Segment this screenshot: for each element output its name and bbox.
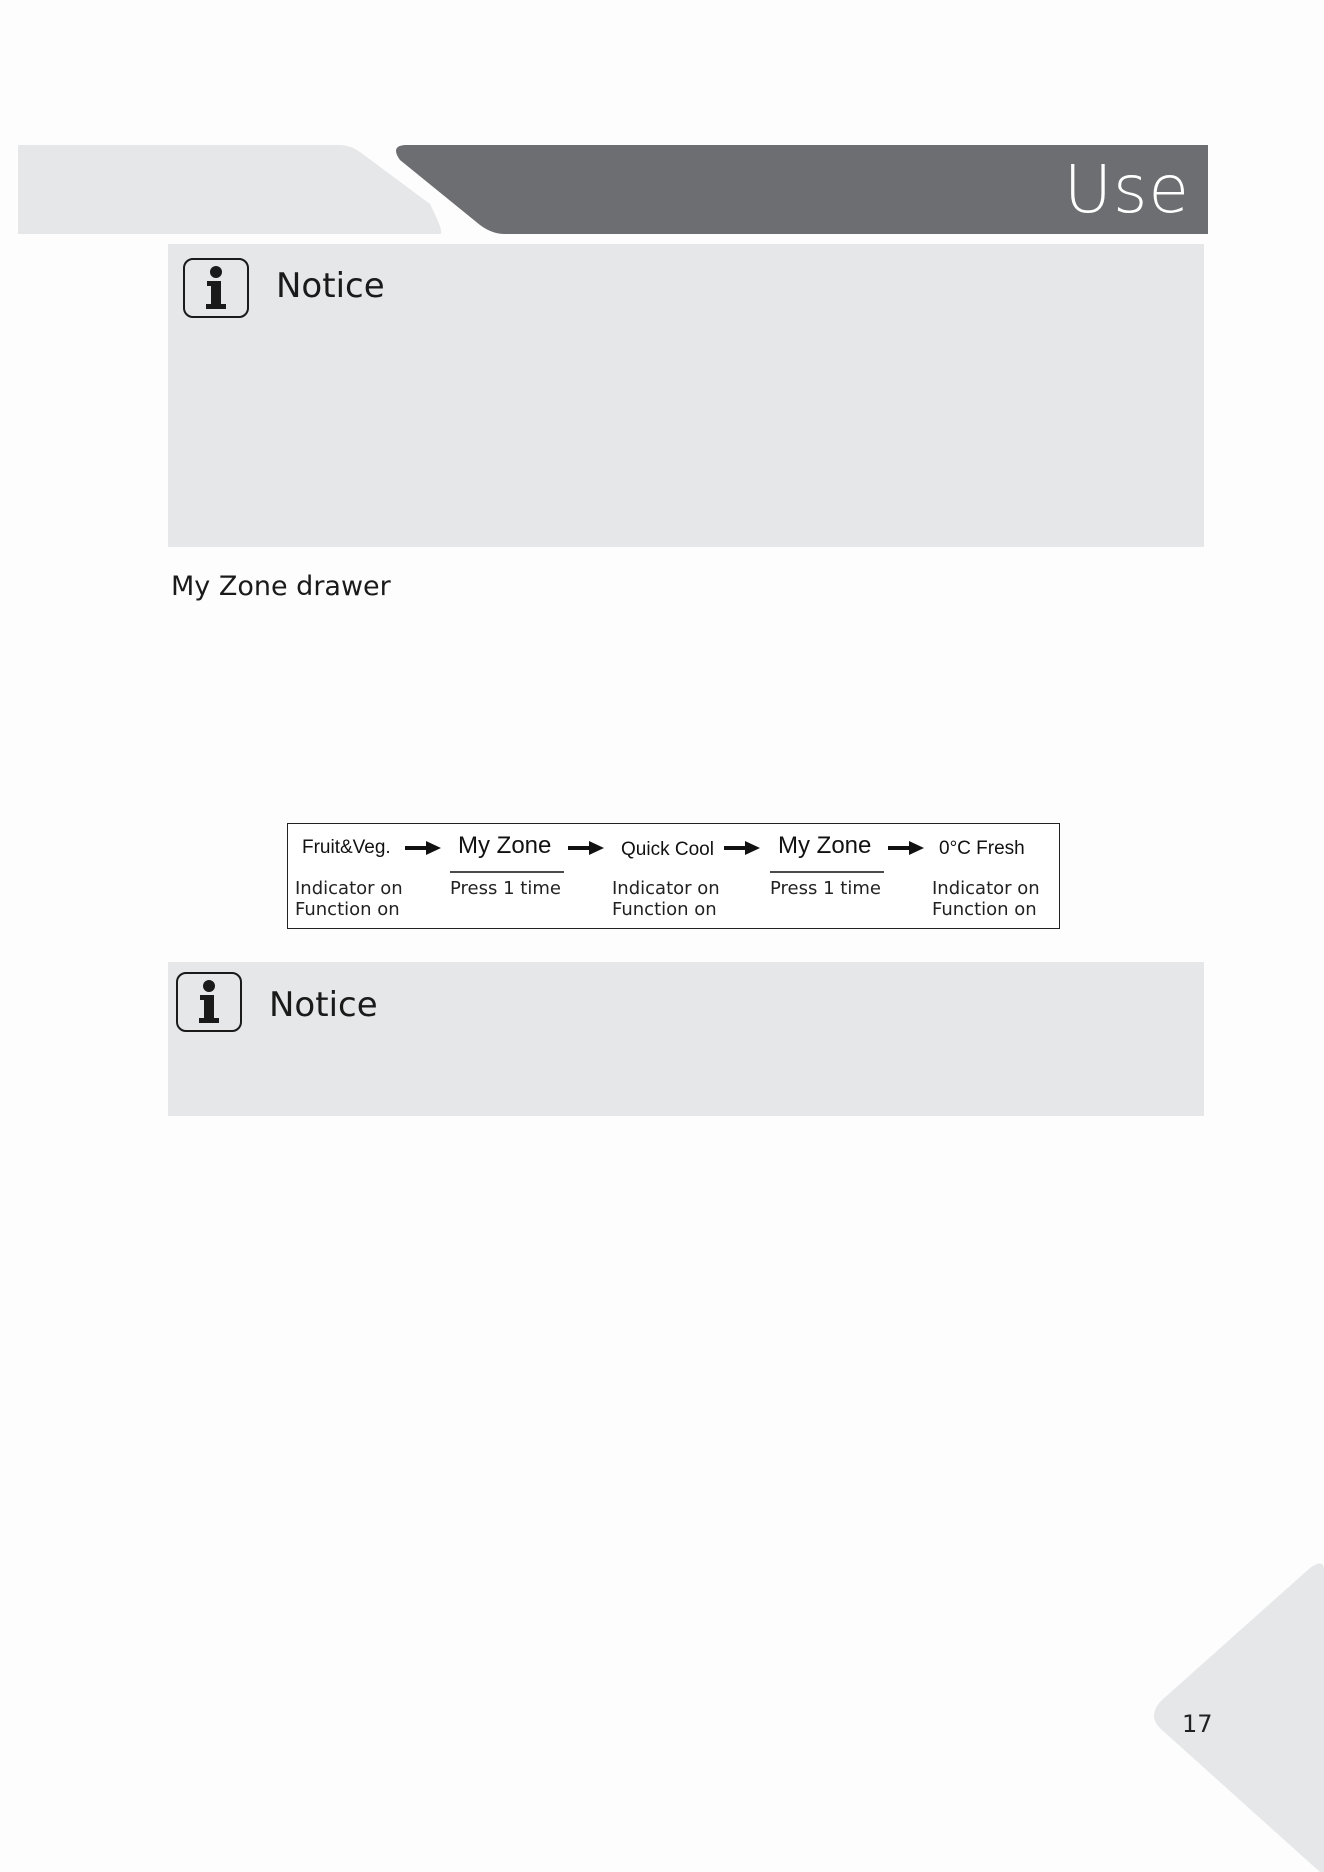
- flow-step-zero-fresh: 0°C Fresh: [939, 838, 1025, 859]
- info-icon: [176, 972, 242, 1032]
- mode-flow-diagram: [287, 823, 1060, 929]
- flow-sub-text: Indicator on: [932, 878, 1040, 899]
- notice-box: [168, 244, 1204, 547]
- flow-step-fruit-veg: Fruit&Veg.: [302, 837, 391, 858]
- flow-sub-text: Press 1 time: [770, 878, 881, 899]
- notice-box: [168, 962, 1204, 1116]
- info-icon: [183, 258, 249, 318]
- flow-sub-text: Indicator on: [295, 878, 403, 899]
- flow-step-my-zone: My Zone: [778, 832, 872, 859]
- notice-title: Notice: [269, 985, 378, 1025]
- page-number: 17: [1182, 1710, 1213, 1738]
- flow-step-quick-cool: Quick Cool: [621, 839, 714, 860]
- notice-title: Notice: [276, 266, 385, 306]
- flow-sub-text: Press 1 time: [450, 878, 561, 899]
- flow-sub-text: Function on: [612, 899, 717, 920]
- flow-step-my-zone: My Zone: [458, 832, 552, 859]
- flow-sub-text: Function on: [932, 899, 1037, 920]
- flow-sub-text: Function on: [295, 899, 400, 920]
- section-heading: My Zone drawer: [171, 571, 391, 602]
- flow-sub-text: Indicator on: [612, 878, 720, 899]
- page-title: Use: [1063, 151, 1190, 228]
- page-corner-decoration: [1140, 1560, 1324, 1872]
